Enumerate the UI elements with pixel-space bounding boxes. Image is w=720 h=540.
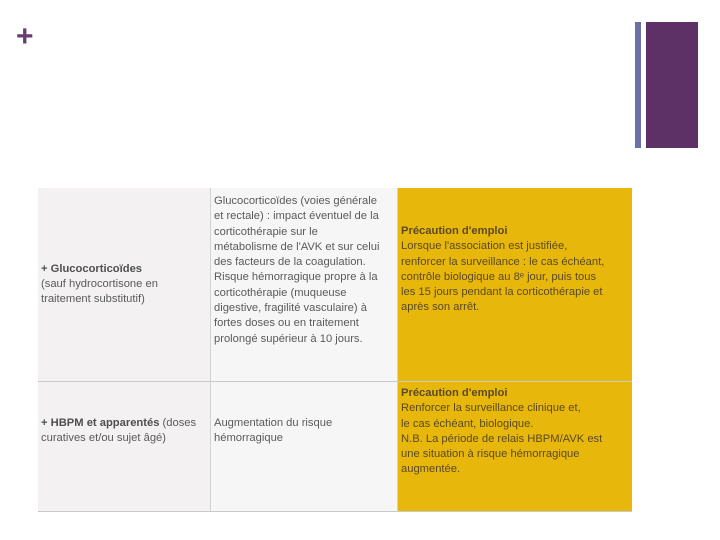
mechanism-line: et rectale) : impact éventuel de la [214, 210, 379, 223]
precaution-title: Précaution d'emploi [401, 225, 508, 237]
drug-detail: curatives et/ou sujet âgé) [41, 432, 166, 445]
drug-name: + Glucocorticoïdes [41, 262, 143, 275]
precaution-line: les 15 jours pendant la corticothérapie et [401, 286, 603, 299]
drug-detail: traitement substitutif) [41, 293, 145, 306]
mechanism-line: fortes doses ou en traitement [214, 317, 359, 330]
precaution-line: Lorsque l'association est justifiée, [401, 240, 568, 253]
precaution-line: N.B. La période de relais HBPM/AVK est [401, 432, 603, 445]
precaution-cell [398, 382, 633, 512]
precaution-line: contrôle biologique au 8ᵉ jour, puis tous [401, 270, 597, 283]
mechanism-line: hémorragique [214, 432, 284, 445]
mechanism-line: Glucocorticoïdes (voies générale [214, 195, 377, 207]
drug-name-line [41, 416, 207, 431]
mechanism-cell [211, 188, 398, 382]
mechanism-cell [211, 382, 398, 512]
precaution-line: augmentée. [401, 463, 461, 476]
table-row [38, 188, 632, 382]
precaution-line: renforcer la surveillance : le cas échéant, [401, 255, 605, 268]
decorative-bar-thin [635, 22, 641, 148]
mechanism-line: métabolisme de l'AVK et sur celui [214, 240, 380, 253]
mechanism-line: corticothérapie (muqueuse [214, 286, 347, 299]
drug-name: + HBPM et apparentés [41, 417, 160, 429]
mechanism-line: digestive, fragilité vasculaire) à [214, 302, 367, 315]
decorative-bar-thick [646, 22, 698, 148]
interaction-table [38, 188, 632, 512]
drug-cell [38, 188, 211, 382]
table-row [38, 382, 632, 512]
precaution-cell [398, 188, 633, 382]
mechanism-line: Augmentation du risque [214, 417, 333, 429]
precaution-title: Précaution d'emploi [401, 387, 508, 399]
mechanism-line: des facteurs de la coagulation. [214, 256, 366, 269]
plus-icon: + [16, 20, 34, 53]
mechanism-line: corticothérapie sur le [214, 225, 318, 238]
mechanism-line: Risque hémorragique propre à la [214, 271, 378, 284]
precaution-line: Renforcer la surveillance clinique et, [401, 402, 581, 415]
drug-detail: (sauf hydrocortisone en [41, 277, 158, 290]
precaution-line: le cas échéant, biologique. [401, 417, 534, 430]
mechanism-line: prolongé supérieur à 10 jours. [214, 332, 363, 345]
precaution-line: après son arrêt. [401, 301, 480, 314]
drug-cell [38, 382, 211, 512]
precaution-line: une situation à risque hémorragique [401, 448, 580, 461]
drug-detail: (doses [159, 417, 197, 429]
